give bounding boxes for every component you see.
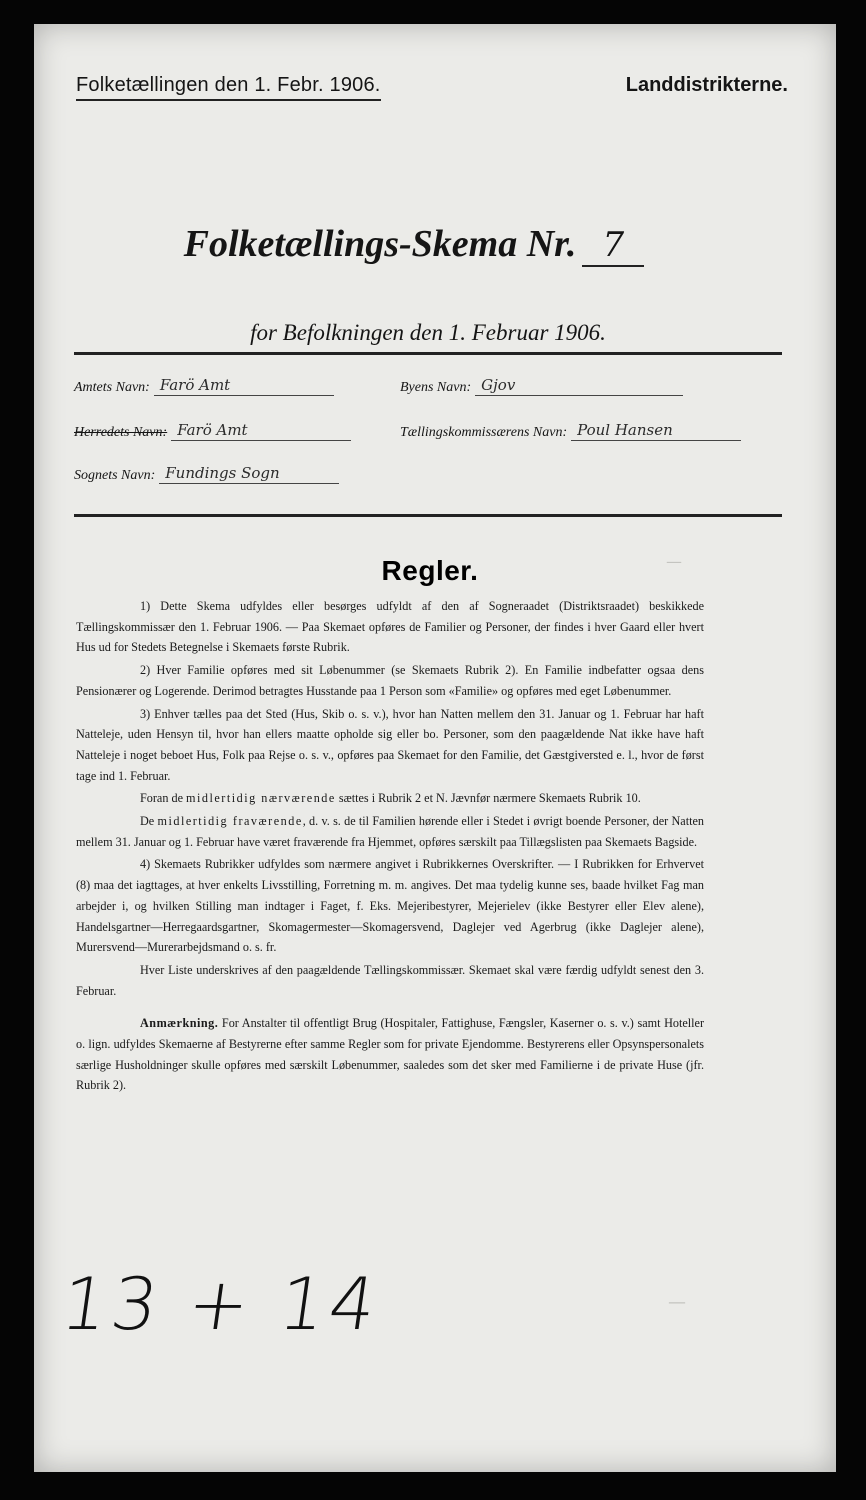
rule-paragraph-4 [76, 788, 704, 809]
rule-4-pre: Foran de [140, 791, 187, 806]
rule-5-pre: De [140, 814, 158, 829]
rule-paragraph-3: 3) Enhver tælles paa det Sted (Hus, Skib o. s. v.), hvor han Natten mellem den 31. Januar og 1. Februar har haft Natteleje, uden Hensyn til, hvor han ellers maatte opholde sig eller bo. Personer, som den paagældende Nat ikke have haft Natteleje i noget beboet Hus, Folk paa Rejse o. s. v., opføres paa Skemaet for den Familie, det Gæstgiversted e. l., hvor de først tage ind 1. Februar. [76, 706, 704, 783]
byens-field [400, 376, 683, 396]
divider-bottom [74, 514, 782, 517]
byens-label: Byens Navn: [400, 380, 472, 395]
note-text: For Anstalter til offentligt Brug (Hospitaler, Fattighuse, Fængsler, Kaserner o. s. v.) samt Hoteller o. lign. udfyldes Skemaerne af Bestyrerne efter samme Regler som for private Ejendomme. Bestyrerens eller Opsynspersonalets særlige Husholdninger skulle opføres med særskilt Løbenummer, saaledes som det sker med Familierne i de private Huse (jfr. Rubrik 2). [76, 1016, 704, 1093]
kommissaer-value: Poul Hansen [571, 421, 741, 441]
census-date-header: Folketællingen den 1. Febr. 1906. [76, 74, 381, 101]
form-subtitle: for Befolkningen den 1. Februar 1906. [250, 320, 606, 345]
amt-value: Farö Amt [154, 376, 334, 396]
rule-paragraph-5 [76, 811, 704, 852]
rule-4-post: sættes i Rubrik 2 et N. Jævnfør nærmere Skemaets Rubrik 10. [335, 791, 641, 806]
district-type-header: Landdistrikterne. [625, 74, 788, 96]
faint-bleedthrough-mark: — [666, 552, 682, 571]
rule-5-spaced: midlertidig fraværende [157, 814, 303, 829]
rules-heading: Regler. [381, 555, 479, 586]
herred-label: Herredets Navn: [74, 425, 168, 440]
amt-label: Amtets Navn: [74, 380, 150, 395]
amt-field [74, 376, 334, 396]
handwritten-numbers: 13 + 14 [56, 1262, 386, 1346]
rule-4-spaced: midlertidig nærværende [186, 791, 336, 806]
note-paragraph [76, 1013, 704, 1096]
rule-5-post: , d. v. s. de til Familien hørende eller i Stedet i øvrigt boende Personer, der Natten mellem 31. Januar og 1. Februar have været fraværende fra Hjemmet, opføres særskilt paa Tillægslisten paa Skemaets Bagside. [76, 814, 704, 849]
sogn-field [74, 464, 339, 484]
byens-value: Gjov [475, 376, 683, 396]
rule-paragraph-1: 1) Dette Skema udfyldes eller besørges udfyldt af den af Sogneraadet (Distriktsraadet) beskikkede Tællingskommissær den 1. Februar 1906. — Paa Skemaet opføres de Familier og Personer, der findes i hver Gaard eller hvert Hus ud for Stedets Betegnelse i Skemaets første Rubrik. [76, 599, 704, 655]
kommissaer-label: Tællingskommissærens Navn: [400, 425, 568, 440]
form-title-text: Folketællings-Skema Nr. [183, 223, 577, 265]
rule-paragraph-2: 2) Hver Familie opføres med sit Løbenummer (se Skemaets Rubrik 2). En Familie indbefatter ogsaa dens Pensionærer og Logerende. Derimod betragtes Husstande paa 1 Person som «Familie» og opføres med eget Løbenummer. [76, 663, 704, 698]
herred-field [74, 421, 351, 441]
sogn-value: Fundings Sogn [159, 464, 339, 484]
faint-bleedthrough-mark-2: — [668, 1292, 686, 1313]
rule-paragraph-7: Hver Liste underskrives af den paagældende Tællingskommissær. Skemaet skal være færdig udfyldt senest den 3. Februar. [76, 962, 704, 998]
divider-top [74, 352, 782, 355]
form-title [34, 222, 794, 267]
rules-body [76, 596, 704, 1098]
rule-paragraph-6: 4) Skemaets Rubrikker udfyldes som nærmere angivet i Rubrikkernes Overskrifter. — I Rubrikken for Erhvervet (8) maa det iagttages, at hver enkelts Livsstilling, Forretning m. m. angives. Det maa tydelig kunne ses, baade hvilket Fag man arbejder i, og hvilken Stilling man indtager i Faget, f. Eks. Mejeribestyrer, Mejerielev (ikke Bestyrer eller Elev alene), Handelsgartner—Herregaardsgartner, Skomagermester—Skomagersvend, Daglejer ved Agerbrug (ikke Daglejer alene), Murersvend—Murerarbejdsmand o. s. fr. [76, 857, 704, 955]
herred-value: Farö Amt [171, 421, 351, 441]
note-label: Anmærkning. [140, 1016, 219, 1031]
form-number: 7 [582, 225, 644, 267]
sogn-label: Sognets Navn: [74, 468, 156, 483]
kommissaer-field [400, 421, 741, 441]
